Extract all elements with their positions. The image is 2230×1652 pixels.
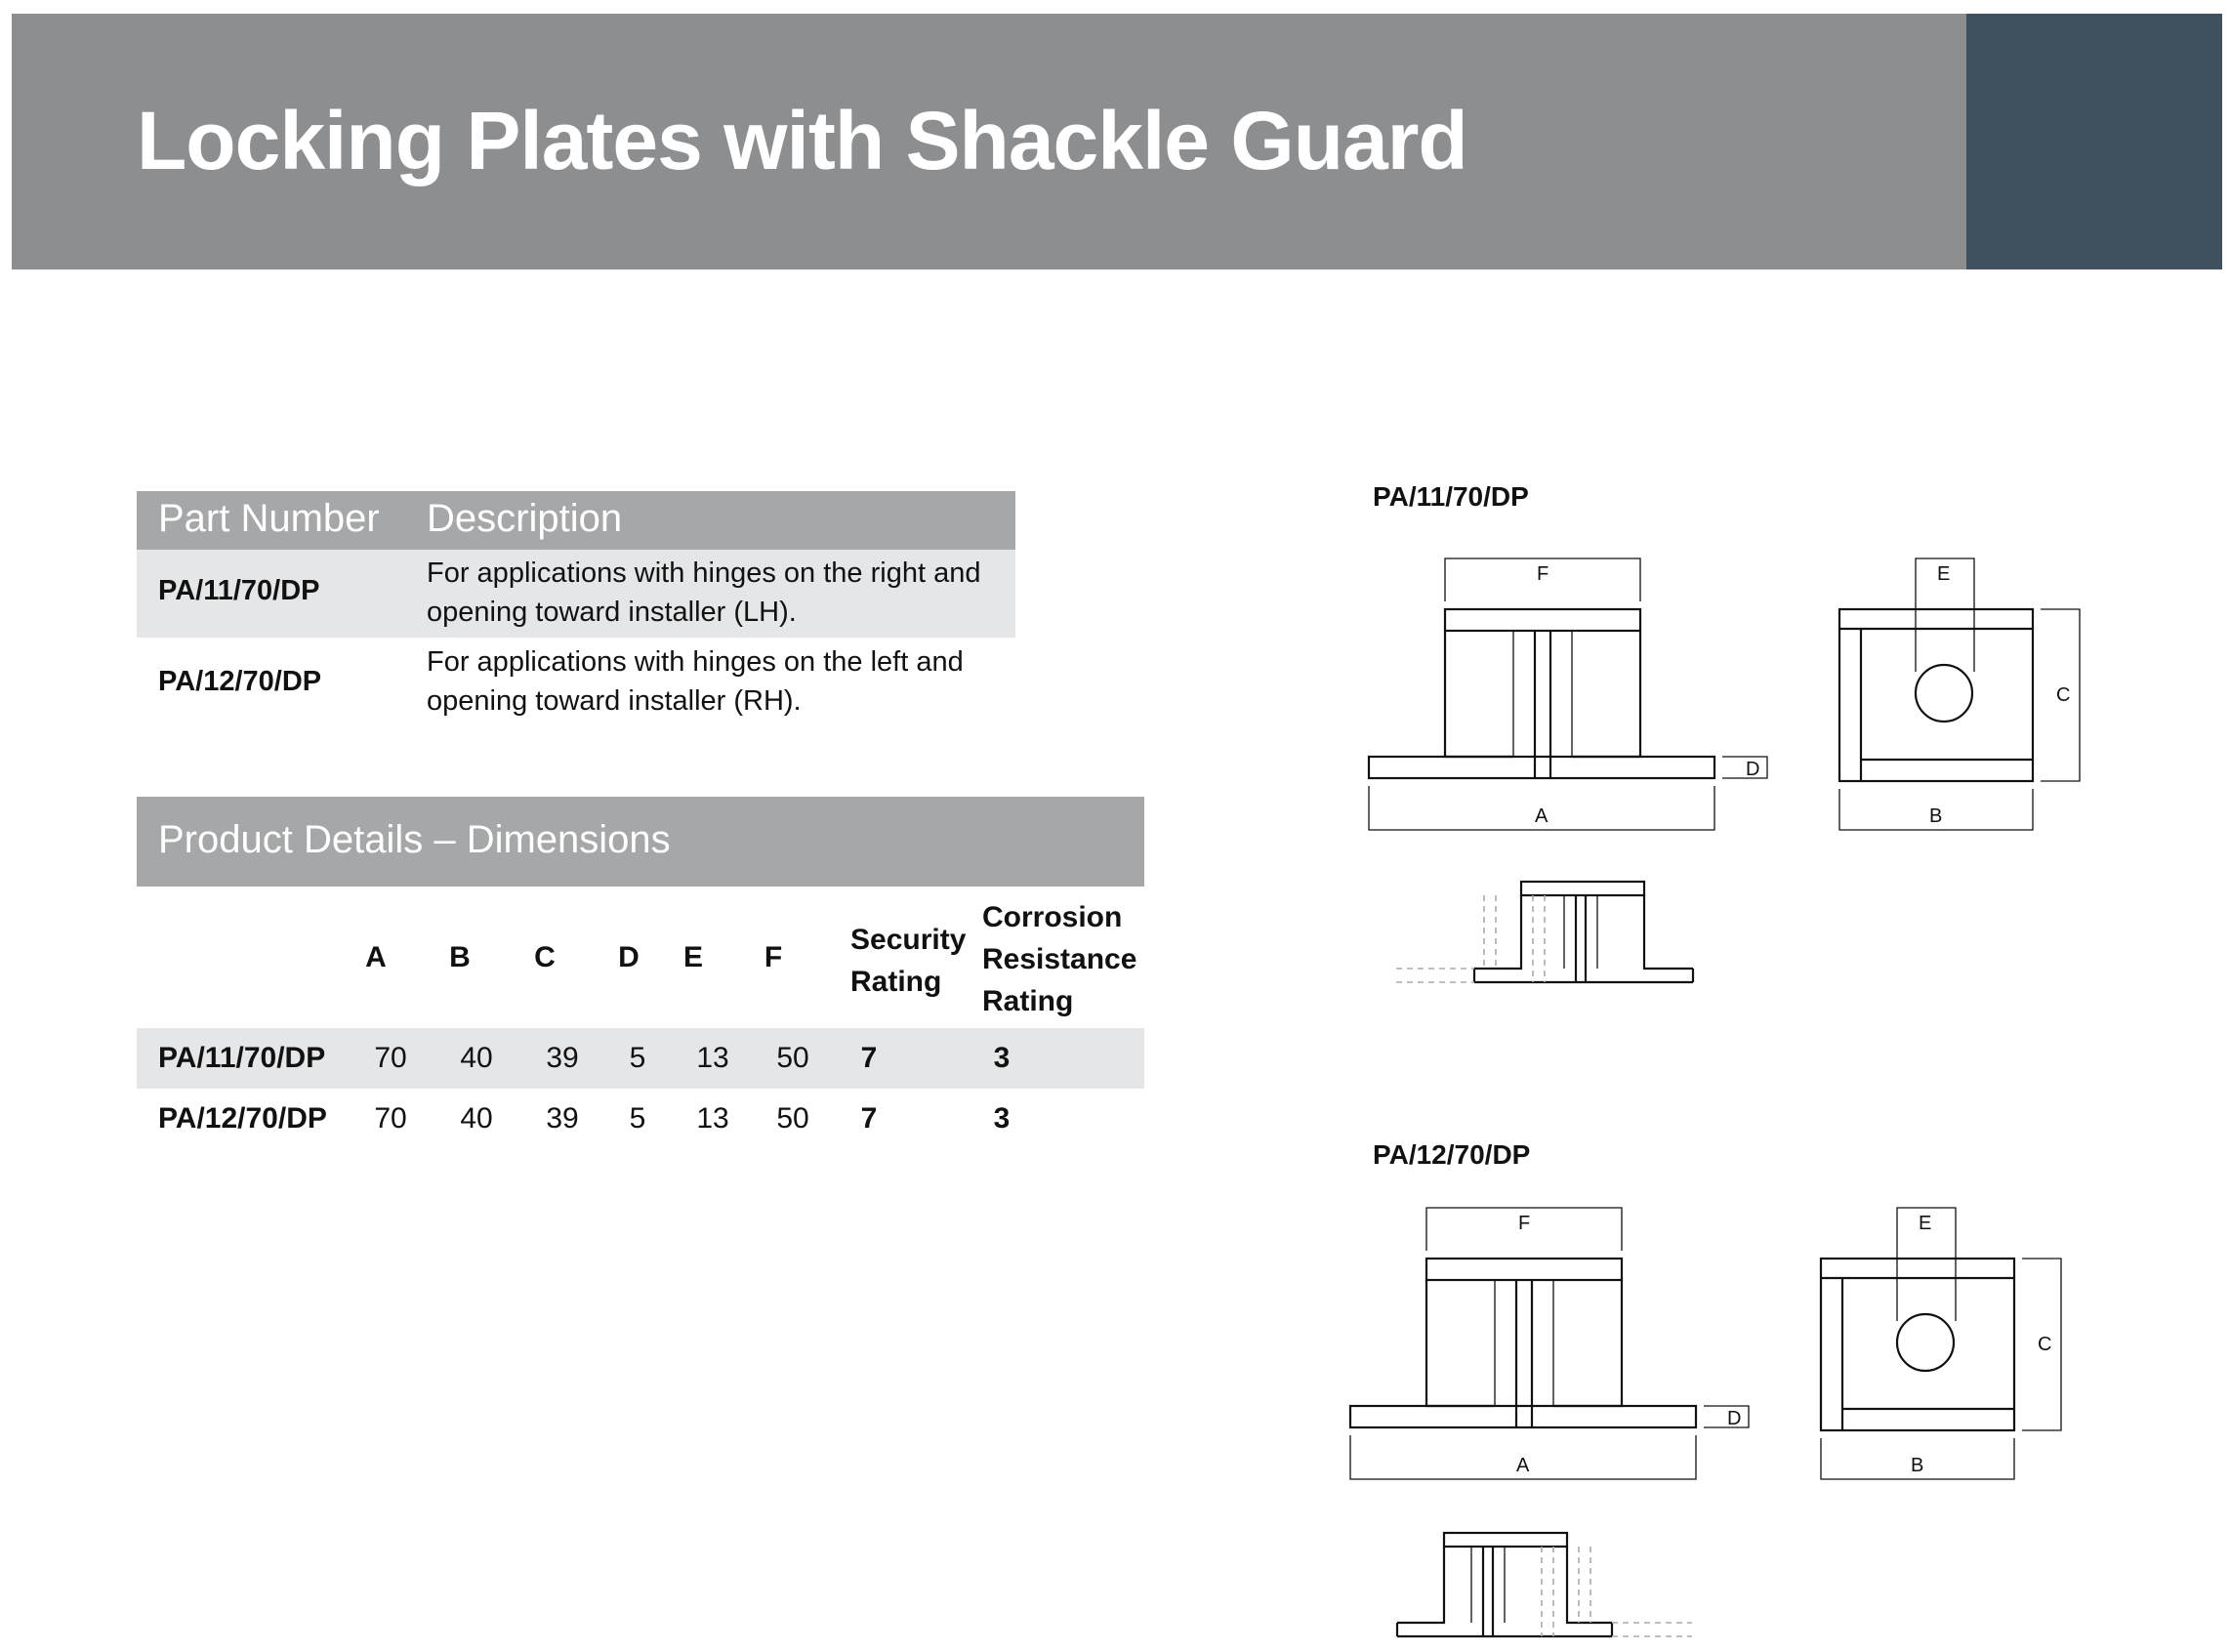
drawing-label: PA/12/70/DP: [1373, 1139, 1531, 1170]
description-line: opening toward installer (RH).: [427, 685, 802, 717]
part-number-header: Part Number: [158, 497, 380, 540]
page-title: Locking Plates with Shackle Guard: [137, 95, 1467, 186]
corrosion-rating-cell: 3: [993, 1042, 1011, 1074]
dim-e-cell: 13: [696, 1042, 729, 1074]
dim-c-cell: 39: [546, 1042, 579, 1074]
dim-f-cell: 50: [776, 1042, 809, 1074]
parts-table-row: [137, 550, 1015, 638]
header-line: Corrosion: [982, 901, 1123, 933]
column-header-security-rating: [850, 919, 966, 1003]
dimensions-table-header: [137, 797, 1144, 887]
dim-label-a: A: [1535, 805, 1549, 827]
column-header-e: E: [682, 941, 703, 973]
dim-a-cell: 70: [374, 1102, 407, 1135]
technical-drawing-pa-12: [1339, 1196, 2100, 1650]
parts-table-row: [137, 639, 1015, 726]
description-cell: [427, 642, 1003, 721]
dim-d-cell: 5: [629, 1102, 646, 1135]
part-number-cell: PA/12/70/DP: [158, 666, 322, 697]
column-header-b: B: [449, 941, 471, 973]
side-view: [1821, 1208, 2061, 1479]
column-header-f: F: [764, 941, 783, 973]
dim-label-e: E: [1919, 1213, 1932, 1234]
dim-a-cell: 70: [374, 1042, 407, 1074]
column-header-a: A: [365, 941, 387, 973]
dim-label-c: C: [2056, 684, 2071, 706]
part-number-cell: PA/11/70/DP: [158, 575, 320, 606]
description-line: opening toward installer (LH).: [427, 597, 797, 628]
front-view: [1369, 558, 1767, 830]
description-line: For applications with hinges on the left and: [427, 646, 964, 678]
front-view: [1350, 1208, 1749, 1479]
dim-label-b: B: [1929, 805, 1943, 827]
dimensions-table-row: [137, 1089, 1144, 1149]
security-rating-cell: 7: [860, 1102, 878, 1135]
part-number-cell: PA/11/70/DP: [158, 1042, 326, 1074]
dim-label-c: C: [2038, 1334, 2052, 1355]
dim-label-d: D: [1727, 1408, 1742, 1429]
part-number-cell: PA/12/70/DP: [158, 1102, 327, 1135]
parts-table-header: [137, 491, 1015, 550]
dim-label-d: D: [1746, 759, 1760, 780]
header-line: Rating: [982, 985, 1074, 1017]
dim-e-cell: 13: [696, 1102, 729, 1135]
dimensions-table-title: Product Details – Dimensions: [158, 818, 671, 861]
header-line: Resistance: [982, 943, 1137, 975]
corrosion-rating-cell: 3: [993, 1102, 1011, 1135]
dim-label-e: E: [1937, 563, 1951, 585]
hinge-opening-view: [1397, 1533, 1692, 1636]
header-line: Security: [850, 924, 967, 956]
security-rating-cell: 7: [860, 1042, 878, 1074]
dim-c-cell: 39: [546, 1102, 579, 1135]
dim-b-cell: 40: [460, 1102, 493, 1135]
dim-label-f: F: [1537, 563, 1549, 585]
header-accent-block: [1966, 14, 2222, 269]
dim-label-f: F: [1518, 1213, 1531, 1234]
description-cell: [427, 554, 1003, 632]
dim-d-cell: 5: [629, 1042, 646, 1074]
dimensions-table-row: [137, 1028, 1144, 1089]
description-line: For applications with hinges on the right and: [427, 558, 981, 589]
column-header-d: D: [618, 941, 640, 973]
dim-f-cell: 50: [776, 1102, 809, 1135]
description-header: Description: [427, 497, 623, 540]
dim-b-cell: 40: [460, 1042, 493, 1074]
dim-label-a: A: [1516, 1455, 1530, 1476]
drawing-label: PA/11/70/DP: [1373, 481, 1529, 512]
dim-label-b: B: [1911, 1455, 1924, 1476]
column-header-c: C: [534, 941, 556, 973]
technical-drawing-pa-11: [1357, 547, 2099, 996]
side-view: [1839, 558, 2080, 830]
column-header-corrosion-rating: [982, 896, 1136, 1022]
header-line: Rating: [850, 966, 942, 998]
hinge-opening-view: [1396, 882, 1693, 982]
